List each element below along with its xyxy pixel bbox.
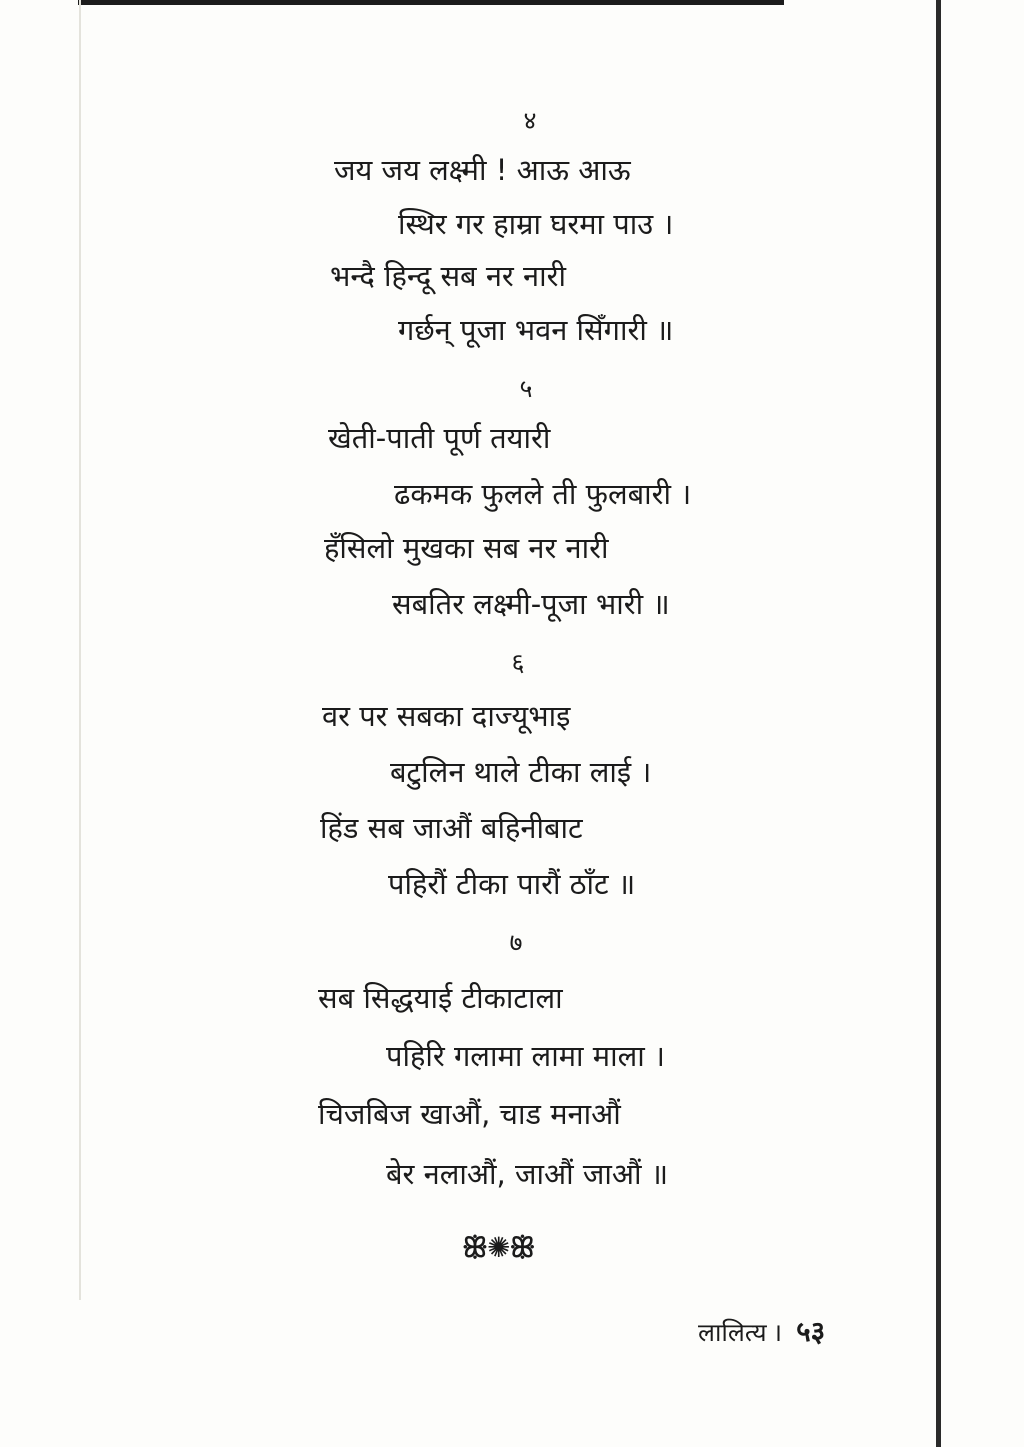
verse-line: खेती-पाती पूर्ण तयारी — [328, 421, 551, 455]
page-top-edge — [78, 0, 784, 5]
verse-line: पहिरौं टीका पारौं ठाँट ॥ — [388, 867, 636, 901]
stanza-number: ६ — [511, 648, 525, 677]
verse-line: हँसिलो मुखका सब नर नारी — [324, 531, 609, 565]
verse-line: ढकमक फुलले ती फुलबारी । — [394, 477, 692, 511]
verse-line: गर्छन् पूजा भवन सिँगारी ॥ — [398, 313, 674, 347]
verse-line: भन्दै हिन्दू सब नर नारी — [330, 259, 566, 293]
verse-line: जय जय लक्ष्मी ! आऊ आऊ — [334, 153, 631, 187]
verse-line: हिंड सब जाऔं बहिनीबाट — [320, 811, 583, 845]
stanza-number: ५ — [519, 374, 533, 403]
page-footer — [698, 1316, 825, 1349]
verse-line: बटुलिन थाले टीका लाई । — [390, 755, 652, 789]
page-right-edge — [936, 0, 941, 1447]
verse-line: चिजबिज खाऔं, चाड मनाऔं — [318, 1097, 621, 1131]
stanza-number: ४ — [523, 106, 537, 135]
verse-line: सबतिर लक्ष्मी-पूजा भारी ॥ — [392, 587, 670, 621]
book-title: लालित्य — [698, 1318, 767, 1347]
verse-line: वर पर सबका दाज्यूभाइ — [322, 699, 571, 733]
page-left-shadow — [79, 0, 81, 1300]
page-number: ५३ — [796, 1315, 826, 1348]
verse-line: सब सिद्धयाई टीकाटाला — [318, 981, 563, 1015]
verse-line: बेर नलाऔं, जाऔं जाऔं ॥ — [386, 1157, 669, 1191]
verse-line: पहिरि गलामा लामा माला । — [386, 1039, 666, 1073]
footer-separator: । — [772, 1318, 783, 1347]
ornament-divider: ꕥ✺ꕥ — [462, 1231, 535, 1264]
verse-line: स्थिर गर हाम्रा घरमा पाउ । — [398, 207, 674, 241]
stanza-number: ७ — [509, 928, 523, 957]
